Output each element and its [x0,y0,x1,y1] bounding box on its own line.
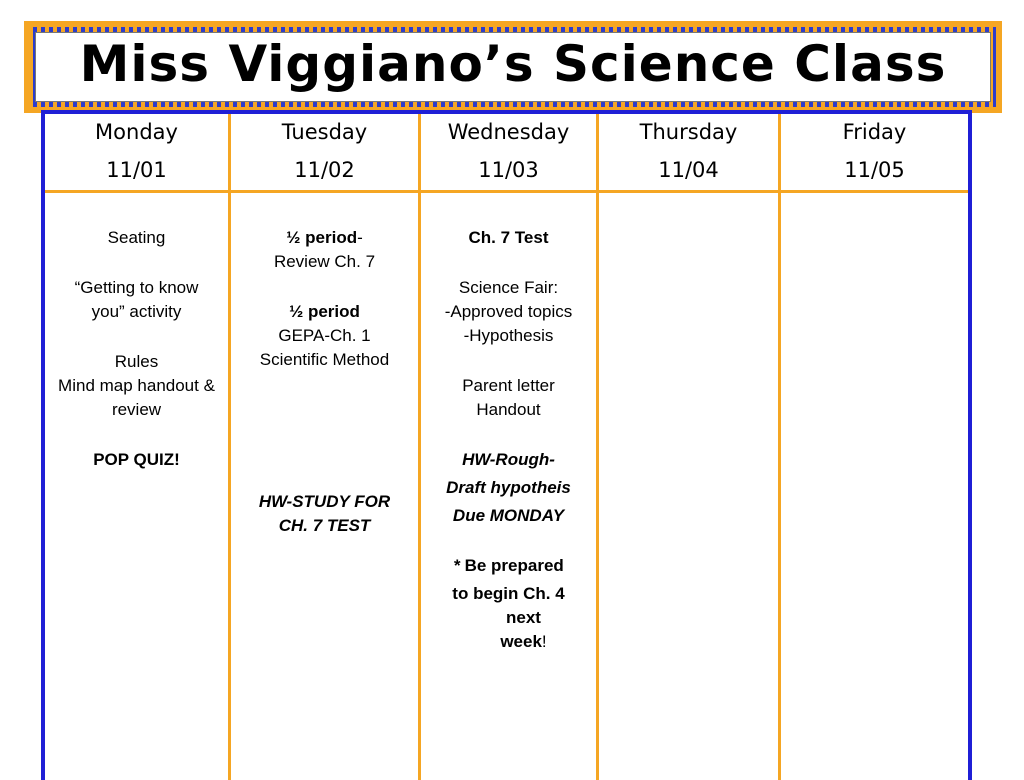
column-friday [781,114,968,780]
wednesday-prep2: to begin Ch. 4 [452,584,565,603]
date-label: 11/01 [106,158,167,182]
day-label: Monday [95,120,178,144]
tuesday-review: Review Ch. 7 [273,252,376,271]
monday-rules: Rules [114,352,159,371]
wednesday-prep4: week [500,632,542,651]
tuesday-half-line [231,226,418,250]
title-banner [24,21,1002,113]
title-panel [35,32,991,102]
wednesday-parent: Parent letter [462,376,555,395]
wednesday-content [421,226,596,654]
wednesday-prep-line [421,554,596,578]
monday-getting: “Getting to know you” activity [74,278,199,321]
wednesday-hw1: HW-Rough- [462,450,555,469]
wednesday-fair: Science Fair: [458,278,559,297]
wednesday-hw3: Due MONDAY [452,506,565,525]
monday-seating: Seating [107,228,166,247]
wednesday-prep-end [421,630,596,654]
date-label: 11/05 [844,158,905,182]
date-label: 11/02 [294,158,355,182]
column-tuesday [231,114,421,780]
wednesday-prep1: Be prepared [464,556,564,575]
monday-mindmap: Mind map handout & review [58,376,215,419]
tuesday-dash: - [357,228,363,247]
header-tuesday [231,114,418,193]
wednesday-test: Ch. 7 Test [468,228,549,247]
wednesday-hyp: -Hypothesis [463,326,554,345]
day-label: Thursday [639,120,738,144]
tuesday-gepa: GEPA-Ch. 1 [278,326,371,345]
tuesday-sci: Scientific Method [259,350,390,369]
monday-popquiz: POP QUIZ! [93,450,180,469]
page-title: Miss Viggiano’s Science Class [79,35,947,93]
wednesday-bang: ! [541,632,547,651]
header-monday [45,114,228,193]
wednesday-topics: -Approved topics [444,302,573,321]
header-thursday [599,114,778,193]
column-monday [45,114,231,780]
day-label: Tuesday [281,120,368,144]
date-label: 11/03 [478,158,539,182]
day-label: Friday [842,120,907,144]
monday-content [45,226,228,472]
tuesday-half2: ½ period [289,302,360,321]
wednesday-prep3: next [506,608,541,627]
schedule-table [41,110,972,780]
tuesday-hw: HW-STUDY FOR CH. 7 TEST [258,492,391,535]
day-label: Wednesday [447,120,570,144]
header-wednesday [421,114,596,193]
tuesday-half1: ½ period [286,228,358,247]
column-thursday [599,114,781,780]
date-label: 11/04 [658,158,719,182]
column-wednesday [421,114,599,780]
wednesday-star: * [453,556,460,575]
wednesday-handout: Handout [476,400,541,419]
wednesday-hw2: Draft hypotheis [446,478,571,497]
header-friday [781,114,968,193]
tuesday-content [231,226,418,538]
